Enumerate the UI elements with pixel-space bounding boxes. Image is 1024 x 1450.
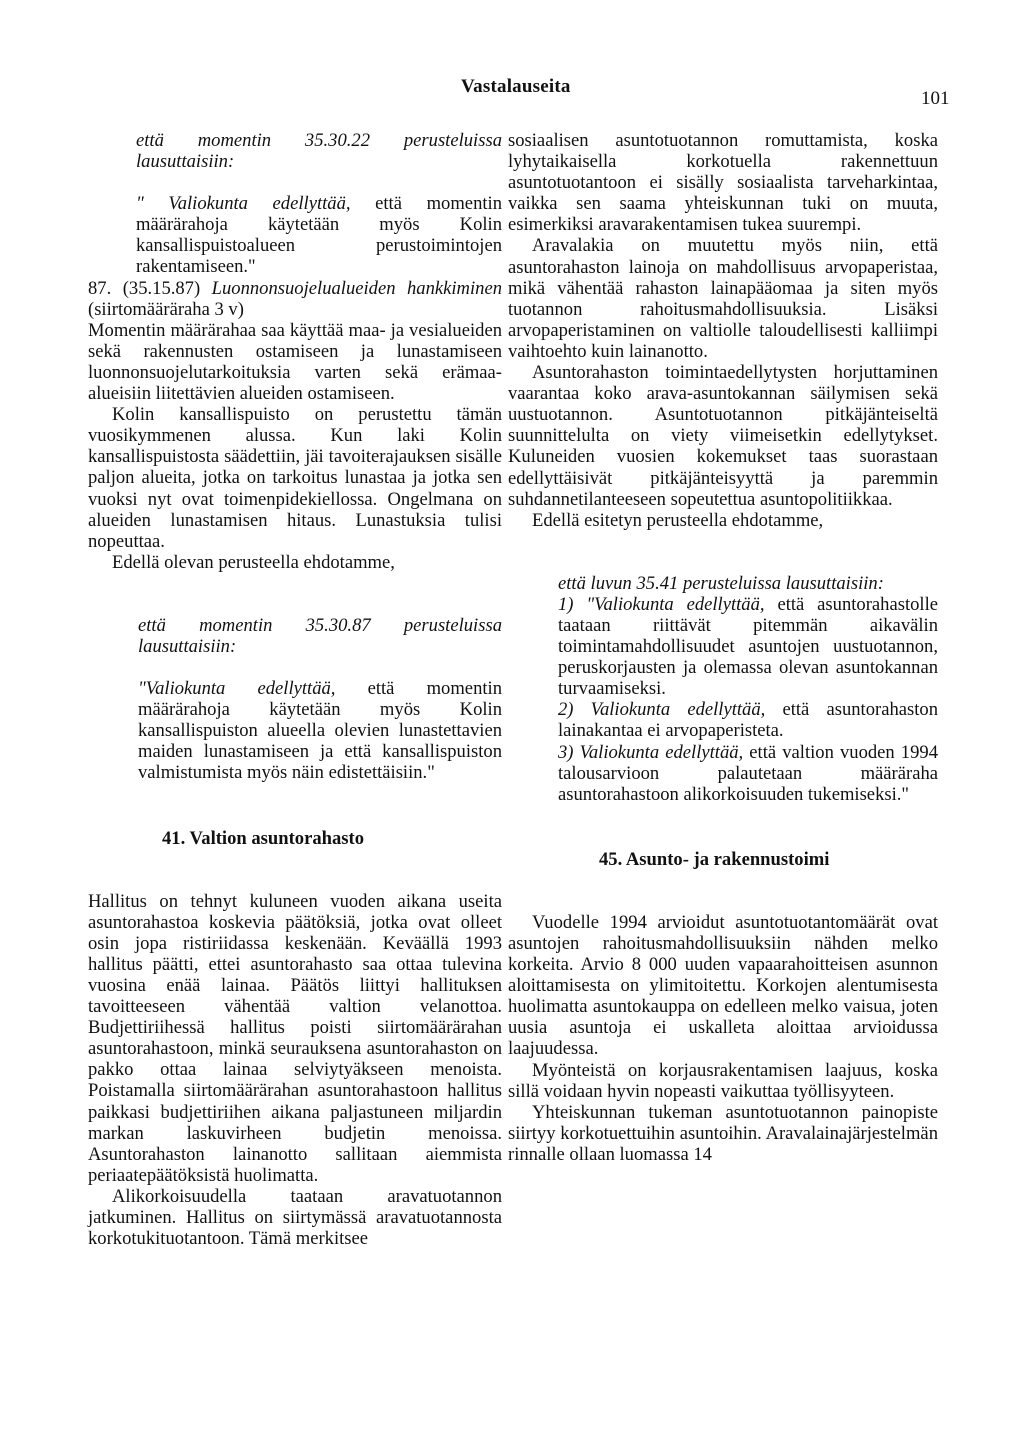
- motion-item: [558, 699, 938, 741]
- paragraph: Edellä olevan perusteella ehdotamme,: [112, 551, 395, 573]
- item-type: (siirtomääräraha 3 v): [88, 298, 244, 320]
- paragraph: Yhteiskunnan tukeman asuntotuotannon painopiste siirtyy korkotuettuihin asuntoihin. Aravalainajärjestelmän rinnalle ollaan luomassa 14: [508, 1101, 938, 1165]
- motion-item: [558, 742, 938, 805]
- item-title: [88, 278, 502, 320]
- item-name: Luonnonsuojelualueiden hankkiminen: [211, 277, 502, 299]
- motion-emphasis: 1) "Valiokunta edellyttää,: [558, 593, 765, 615]
- paragraph: Momentin määrärahaa saa käyttää maa- ja vesialueiden sekä rakennusten ostamiseen ja lunastamiseen luonnonsuojelutarkoituksia varten sekä erämaa-alueisiin liitettävien alueiden ostamiseen.: [88, 319, 502, 405]
- motion-emphasis: 2) Valiokunta edellyttää,: [558, 699, 766, 721]
- paragraph: Vuodelle 1994 arvioidut asuntotuotantomäärät ovat asuntojen rahoitusmahdollisuuksiin nähden melko korkeita. Arvio 8 000 uuden vapaarahoitteisen asunnon aloittamisesta on ylimitoitettu. Korkojen alentumisesta huolimatta asuntokauppa on edelleen melko vaisua, joten uusia asuntoja ei uskalleta aloittaa arvioidussa laajuudessa.: [508, 911, 938, 1060]
- left-column: [88, 130, 502, 1249]
- motion-emphasis: " Valiokunta edellyttää,: [136, 193, 351, 215]
- paragraph: Myönteistä on korjausrakentamisen laajuus, koska sillä voidaan hyvin nopeasti vaikuttaa työllisyyteen.: [508, 1059, 938, 1102]
- motion-emphasis: 3) Valiokunta edellyttää,: [558, 741, 744, 763]
- running-header: Vastalauseita: [461, 76, 571, 97]
- motion-intro: että momentin 35.30.87 perusteluissa lausuttaisiin:: [138, 614, 502, 657]
- motion-emphasis: "Valiokunta edellyttää,: [138, 678, 336, 700]
- motion-text: [138, 678, 502, 783]
- motion-item: [558, 594, 938, 699]
- motion-body: että asuntorahastolle taataan riittävät pitemmän aikavälin toimintamahdollisuudet asuntojen uustuotannon, peruskorjausten ja olemassa olevan asuntokannan turvaamiseksi.: [558, 593, 938, 700]
- paragraph: sosiaalisen asuntotuotannon romuttamista, koska lyhytaikaisella korkotuella rakennettuun asuntotuotantoon ei sisälly sosiaalista tarveharkintaa, vaikka sen saama yhteiskunnan tuki on muuta, esimerkiksi aravarakentamisen tukea suurempi.: [508, 130, 938, 236]
- paragraph: Aravalakia on muutettu myös niin, että asuntorahaston lainoja on mahdollisuus arvopaperistaa, mikä vähentää rahaston lainapääomaa ja siten myös tuotannon rahoitusmahdollisuuksia. Lisäksi arvopaperistaminen on valtiolle taloudellisesti kalliimpi vaihtoehto kuin lainanotto.: [508, 235, 938, 362]
- paragraph: Kolin kansallispuisto on perustettu tämän vuosikymmenen alussa. Kun laki Kolin kansallispuistosta säädettiin, jäi tavoiterajauksen sisälle paljon alueita, jotka on tarkoitus lunastaa ja jotka sen vuoksi nyt ovat toimenpidekiellossa. Ongelmana on alueiden lunastamisen hitaus. Lunastuksia tulisi nopeuttaa.: [88, 404, 502, 552]
- motion-intro: että momentin 35.30.22 perusteluissa lausuttaisiin:: [136, 130, 502, 173]
- motion-text: [136, 193, 502, 277]
- motion-body: että asuntorahaston lainakantaa ei arvopaperisteta.: [558, 699, 939, 742]
- motion-body: että momentin määrärahoja käytetään myös Kolin kansallispuiston alueella olevien lunastettavien maiden lunastamiseen ja että kansallispuiston valmistumista myös näin edistettäisiin.": [138, 678, 502, 784]
- right-column: [508, 130, 938, 1165]
- motion-intro: että luvun 35.41 perusteluissa lausuttaisiin:: [558, 572, 884, 594]
- motion-body: että valtion vuoden 1994 talousarvioon palautetaan määräraha asuntorahastoon alikorkoisuuden tukemiseksi.": [558, 741, 938, 805]
- page-number: 101: [921, 88, 950, 109]
- paragraph: Alikorkoisuudella taataan aravatuotannon jatkuminen. Hallitus on siirtymässä aravatuotannosta korkotukituotantoon. Tämä merkitsee: [88, 1185, 502, 1250]
- item-number: 87. (35.15.87): [88, 277, 212, 299]
- paragraph: Edellä esitetyn perusteella ehdotamme,: [532, 509, 824, 531]
- section-heading: 41. Valtion asuntorahasto: [162, 827, 364, 849]
- section-heading: 45. Asunto- ja rakennustoimi: [599, 848, 830, 870]
- paragraph: Asuntorahaston toimintaedellytysten horjuttaminen vaarantaa koko arava-asuntokannan säilymisen sekä uustuotannon. Asuntotuotannon pitkäjänteiseltä suunnittelulta on viety viimeisetkin edellytykset. Kuluneiden vuosien kokemukset taas suorastaan edellyttäisivät pitkäjänteisyyttä ja paremmin suhdannetilanteeseen sopeutettua asuntopolitiikkaa.: [508, 362, 938, 510]
- paragraph: Hallitus on tehnyt kuluneen vuoden aikana useita asuntorahastoa koskevia päätöksiä, jotka ovat olleet osin jopa ristiriidassa keskenään. Keväällä 1993 hallitus päätti, ettei asuntorahasto saa ottaa tulevina vuosina enää lainaa. Päätös liittyi hallituksen tavoitteeseen vähentää valtion velanottoa. Budjettiriihessä hallitus poisti siirtomäärärahan asuntorahastoon, minkä seurauksena asuntorahaston on pakko ottaa lainaa selviytyäkseen menoista. Poistamalla siirtomäärärahan asuntorahastoon hallitus paikkasi budjettiriihen aikana paljastuneen miljardin markan laskuvirheen budjetin menoissa. Asuntorahaston lainanotto sallitaan aiemmista periaatepäätöksistä huolimatta.: [88, 890, 502, 1186]
- motion-body: että momentin määrärahoja käytetään myös Kolin kansallispuistoalueen perustoimintojen rakentamiseen.": [136, 193, 502, 278]
